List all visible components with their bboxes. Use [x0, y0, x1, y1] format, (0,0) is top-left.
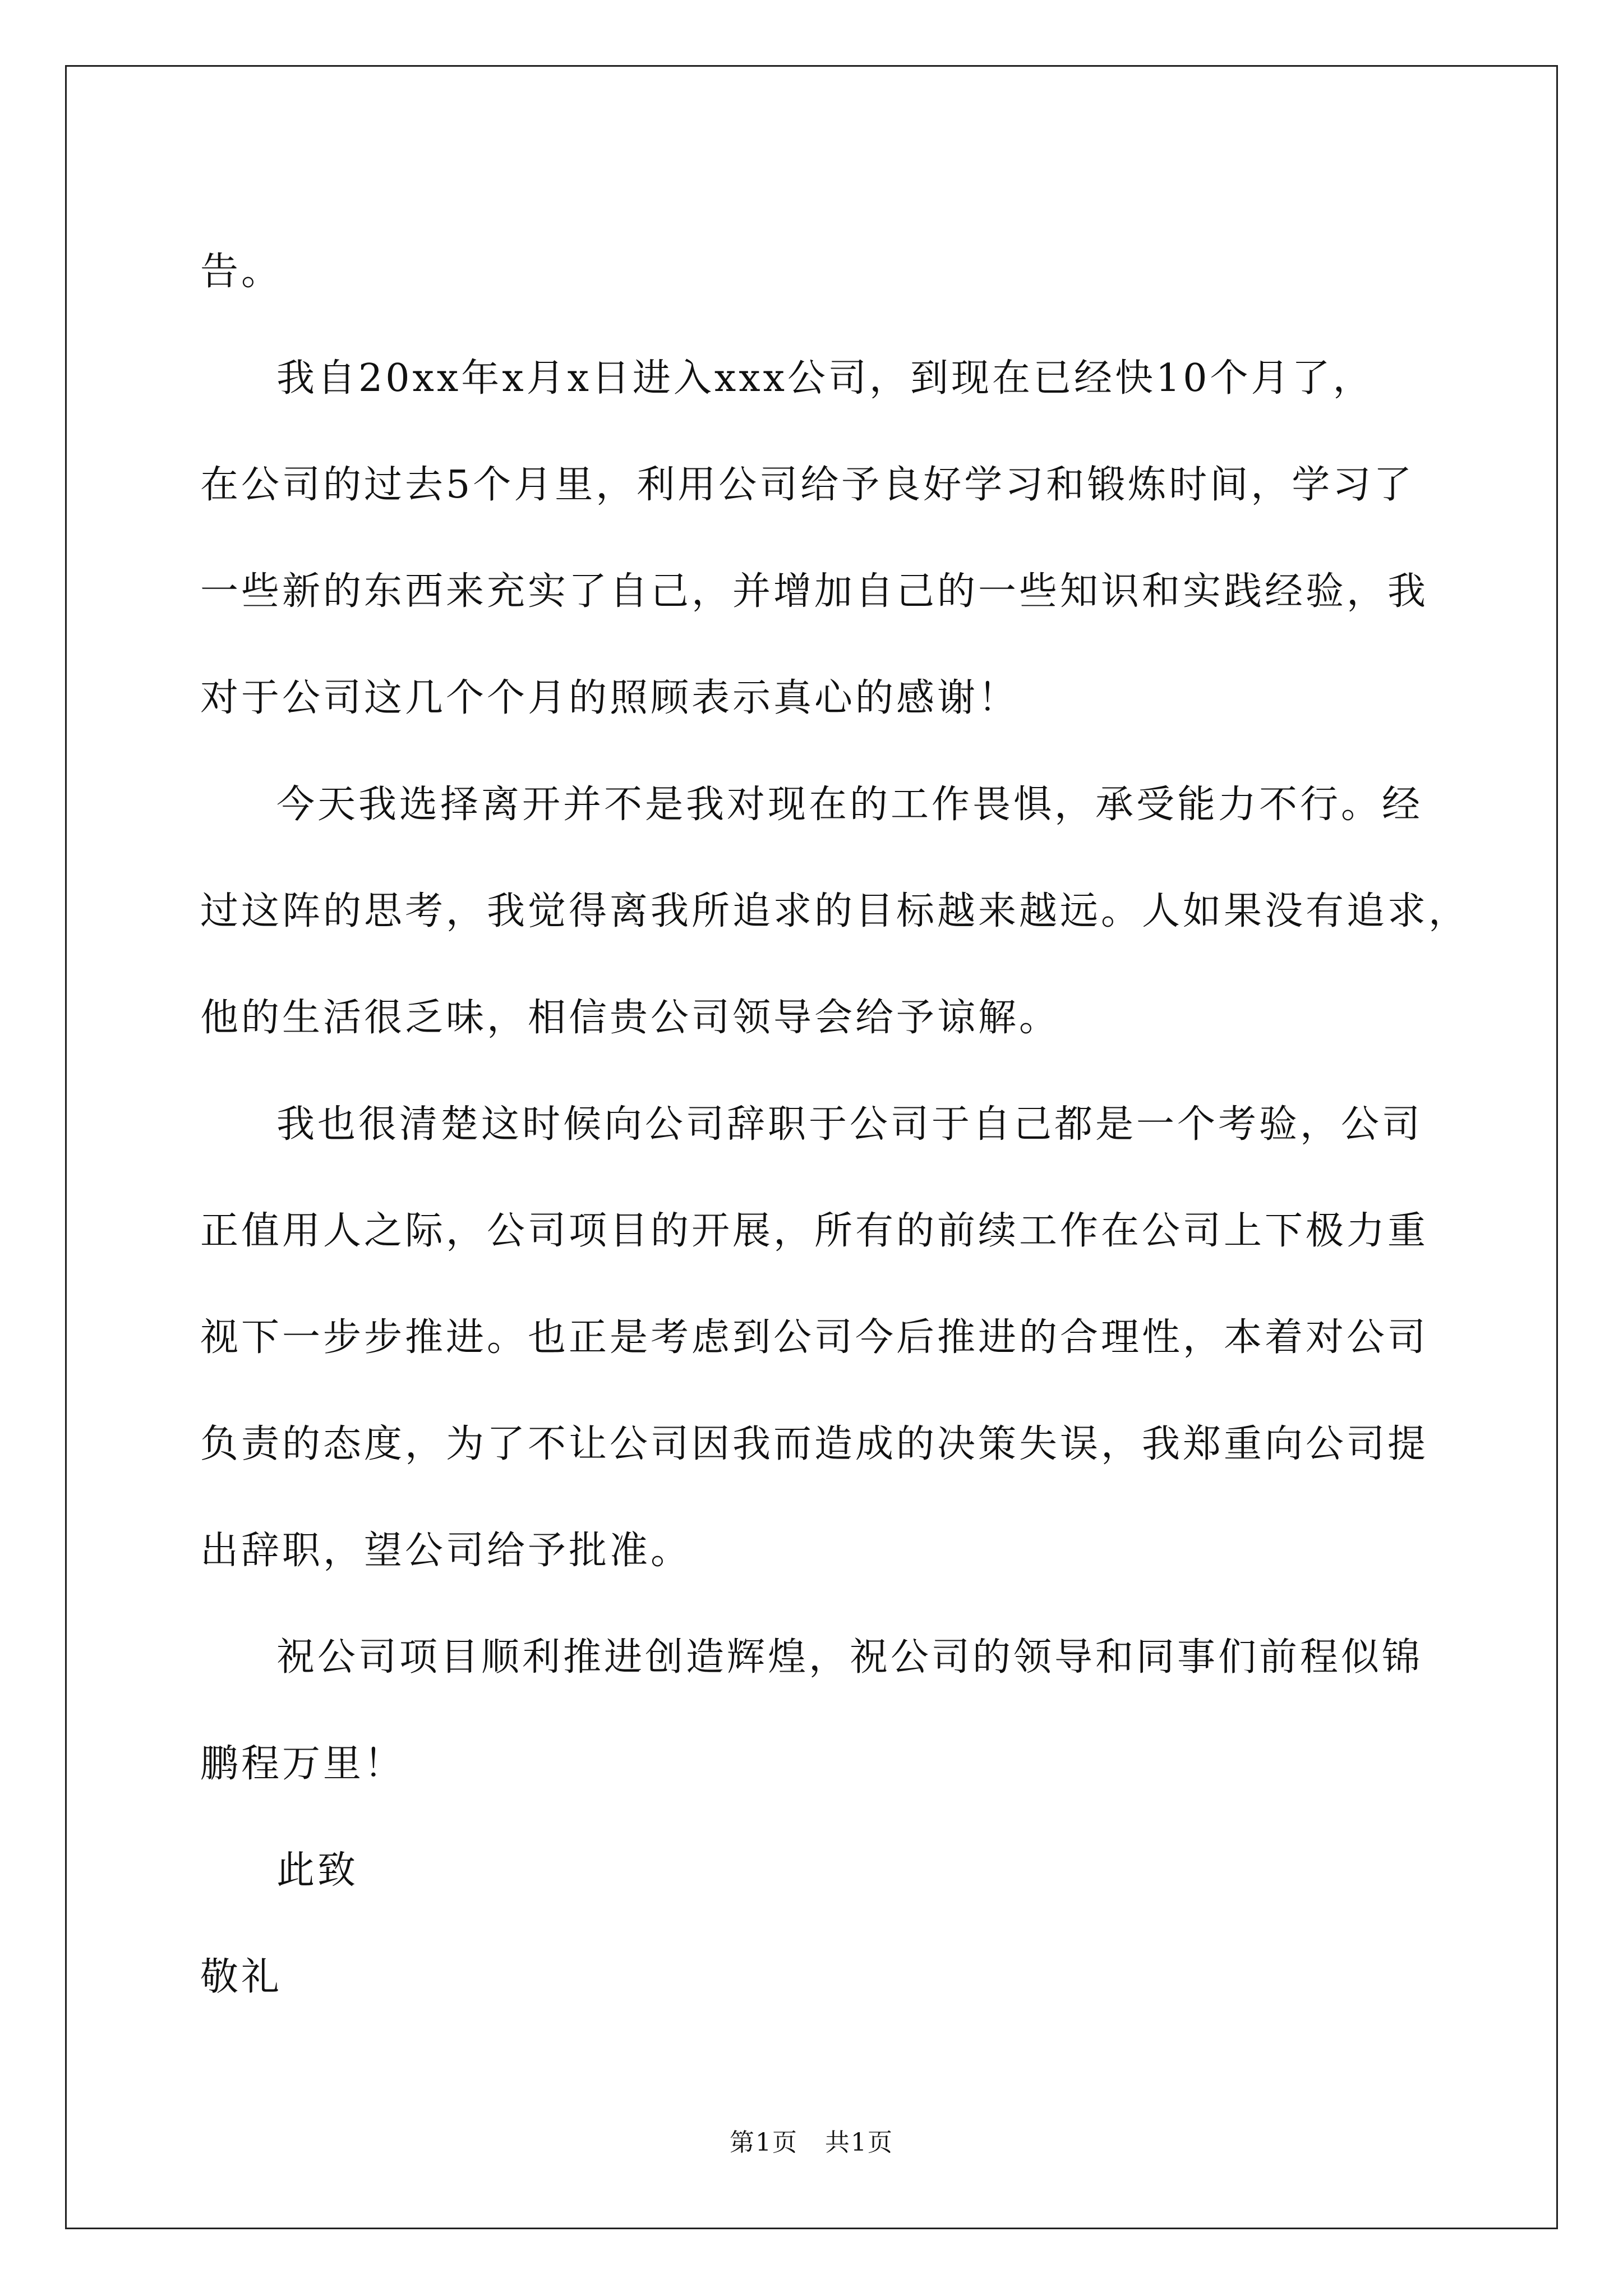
text-line: 对于公司这几个个月的照顾表示真心的感谢！	[200, 676, 1020, 720]
text-line: 祝公司项目顺利推进创造辉煌，祝公司的领导和同事们前程似锦	[276, 1635, 1423, 1680]
text-line: 今天我选择离开并不是我对现在的工作畏惧，承受能力不行。经	[276, 783, 1423, 827]
text-line: 一些新的东西来充实了自己，并增加自己的一些知识和实践经验，我	[200, 569, 1429, 614]
letter-body	[200, 219, 1470, 2031]
text-line: 告。	[200, 250, 283, 294]
page-number-footer: 第1页 共1页	[730, 2128, 893, 2157]
closing-line: 此致	[276, 1848, 359, 1893]
text-line: 视下一步步推进。也正是考虑到公司今后推进的合理性，本着对公司	[200, 1315, 1429, 1360]
text-line: 负责的态度，为了不让公司因我而造成的决策失误，我郑重向公司提	[200, 1422, 1429, 1466]
text-line: 出辞职，望公司给予批准。	[200, 1529, 692, 1573]
text-line: 我自20xx年x月x日进入xxx公司，到现在已经快10个月了，	[276, 356, 1374, 401]
text-line: 鹏程万里！	[200, 1742, 405, 1786]
text-line: 在公司的过去5个月里，利用公司给予良好学习和锻炼时间，学习了	[200, 463, 1415, 507]
text-line: 正值用人之际，公司项目的开展，所有的前续工作在公司上下极力重	[200, 1209, 1429, 1253]
salutation-line: 敬礼	[200, 1955, 283, 1999]
text-line: 他的生活很乏味，相信贵公司领导会给予谅解。	[200, 996, 1061, 1040]
text-line: 我也很清楚这时候向公司辞职于公司于自己都是一个考验，公司	[276, 1102, 1423, 1147]
text-line: 过这阵的思考，我觉得离我所追求的目标越来越远。人如果没有追求，	[200, 889, 1470, 933]
